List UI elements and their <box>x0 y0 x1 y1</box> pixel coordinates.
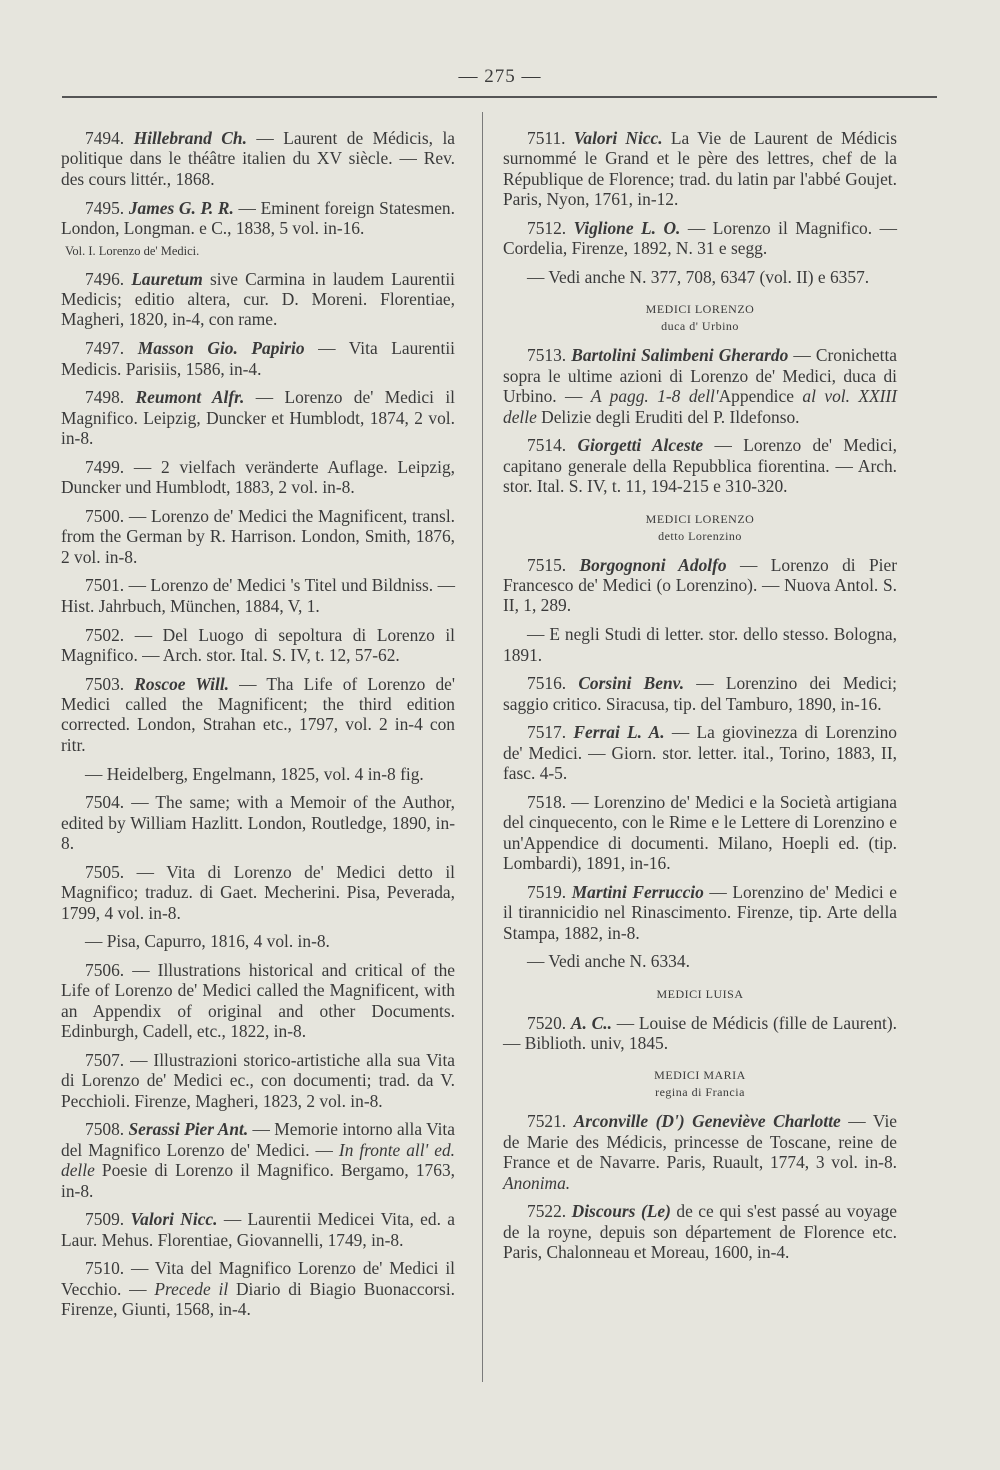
section-heading <box>503 986 897 1003</box>
entry-7522 <box>503 1201 897 1262</box>
entry-7512 <box>503 218 897 259</box>
section-heading <box>503 511 897 545</box>
entry-author: Roscoe Will. <box>134 673 229 694</box>
entry-author: Valori Nicc. <box>573 128 663 148</box>
entry-text: — Vie de Marie des Médicis, princesse de Toscane, reine de France et de Navarre. Paris, Ruault, 1774, 3 vol. in-8. <box>503 1111 897 1173</box>
entry-7507 <box>61 1050 455 1111</box>
entry-number: 7517. <box>527 722 567 743</box>
section-subtitle: detto Lorenzino <box>658 528 742 543</box>
entry-7498 <box>61 387 455 448</box>
entry-text: — Louise de Médicis (fille de Laurent). — Biblioth. univ, 1845. <box>503 1012 897 1054</box>
entry-number: 7501. <box>85 575 125 596</box>
entry-author: Hillebrand Ch. <box>133 128 247 148</box>
entry-number: 7496. <box>85 268 125 289</box>
entry-author: Discours (Le) <box>571 1201 671 1222</box>
entry-number: 7498. <box>85 387 125 408</box>
entry-number: 7500. <box>85 505 125 526</box>
entry-7510 <box>61 1258 455 1319</box>
entry-7519 <box>503 882 897 943</box>
entry-text: — Lorenzo de' Medici 's Titel und Bildniss. — Hist. Jahrbuch, München, 1884, V, 1. <box>61 575 455 616</box>
entry-author: Corsini Benv. <box>578 673 685 694</box>
entry-7514 <box>503 435 897 496</box>
entry-text: — Memorie intorno alla Vita del Magnifico Lorenzo de' Medici. — <box>61 1119 455 1160</box>
entry-text: — Cronichetta sopra le ultime azioni di Lorenzo de' Medici, duca di Urbino. — <box>503 345 897 407</box>
entry-number: 7504. <box>85 792 125 813</box>
right-column <box>503 128 897 1271</box>
entry-number: 7512. <box>527 217 567 238</box>
entry-text: — Lorenzo di Pier Francesco de' Medici (o Lorenzino). — Nuova Antol. S. II, 1, 289. <box>503 554 898 616</box>
entry-text: Diario di Biagio Buonaccorsi. Firenze, Giunti, 1568, in-4. <box>61 1278 456 1320</box>
entry-7506 <box>61 960 455 1042</box>
entry-italic-text: Precede il <box>154 1278 229 1299</box>
entry-7503 <box>61 674 455 756</box>
entry-continuation: — Heidelberg, Engelmann, 1825, vol. 4 in-8 fig. <box>85 763 424 784</box>
entry-text: de ce qui s'est passé au voyage de la royne, depuis son département de Florence etc. Paris, Chalonneau et Moreau, 1600, in-4. <box>503 1201 897 1263</box>
entry-7505 <box>61 862 455 923</box>
entry-text: — Lorenzo de' Medici the Magnificent, transl. from the German by R. Harrison. London, Smith, 1876, 2 vol. in-8. <box>61 505 455 567</box>
entry-7518 <box>503 792 897 874</box>
entry-7494 <box>61 128 455 189</box>
entry-continuation: — Pisa, Capurro, 1816, 4 vol. in-8. <box>85 931 330 952</box>
entry-7502 <box>61 625 455 666</box>
entry-number: 7497. <box>85 338 125 359</box>
entry-number: 7522. <box>527 1201 567 1222</box>
entry-text: — The same; with a Memoir of the Author, edited by William Hazlitt. London, Routledge, 1890, in-8. <box>61 792 455 854</box>
entry-italic-text: In fronte all' ed. delle <box>61 1139 455 1181</box>
entry-author: Lauretum <box>131 268 203 289</box>
entry-author: Bartolini Salimbeni Gherardo <box>571 345 789 366</box>
entry-text: — Lorenzino de' Medici e il tirannicidio nel Rinascimento. Firenze, tip. Arte della Stampa, 1882, in-8. <box>503 881 897 943</box>
entry-7509 <box>61 1209 455 1250</box>
entry-continuation: — Vedi anche N. 6334. <box>527 951 690 972</box>
entry-text: — Vita Laurentii Medicis. Parisiis, 1586, in-4. <box>61 338 455 379</box>
entry-7496 <box>61 269 455 330</box>
entry-continuation: — E negli Studi di letter. stor. dello stesso. Bologna, 1891. <box>503 624 897 665</box>
entry-number: 7509. <box>85 1209 125 1230</box>
entry-7521 <box>503 1111 897 1193</box>
section-title: MEDICI LORENZO <box>645 302 755 317</box>
entry-7497 <box>61 338 455 379</box>
entry-number: 7499. <box>85 456 125 477</box>
entry-text: — Lorenzo de' Medici, capitano generale della Repubblica fiorentina. — Arch. stor. Ital. S. IV, t. 11, 194-215 e 310-320. <box>503 435 897 497</box>
entry-text: — 2 vielfach veränderte Auflage. Leipzig, Duncker und Humblodt, 1883, 2 vol. in-8. <box>61 456 455 498</box>
entry-text: — Illustrations historical and critical of the Life of Lorenzo de' Medici called the Magnificent, with an Appendix of original and other Documents. Edinburgh, Cadell, etc., 1822, in-8. <box>61 959 455 1042</box>
entry-author: Giorgetti Alceste <box>577 435 704 456</box>
entry-author: Ferrai L. A. <box>573 722 665 743</box>
section-subtitle: duca d' Urbino <box>661 319 739 334</box>
entry-author: Serassi Pier Ant. <box>128 1119 249 1140</box>
entry-italic-text: Anonima. <box>503 1172 571 1193</box>
entry-author: Reumont Alfr. <box>135 387 245 408</box>
entry-continuation: — Vedi anche N. 377, 708, 6347 (vol. II) e 6357. <box>527 267 870 288</box>
entry-7508 <box>61 1119 455 1201</box>
entry-text: — Lorenzino dei Medici; saggio critico. Siracusa, tip. del Tamburo, 1890, in-16. <box>503 673 897 714</box>
entry-text: — Lorenzo il Magnifico. — Cordelia, Firenze, 1892, N. 31 e segg. <box>503 217 897 259</box>
entry-7504 <box>61 792 455 853</box>
entry-text: — Eminent foreign Statesmen. London, Longman. e C., 1838, 5 vol. in-16. <box>61 197 455 238</box>
entry-text: — Del Luogo di sepoltura di Lorenzo il Magnifico. — Arch. stor. Ital. S. IV, t. 12, 57-62. <box>61 624 455 665</box>
entry-7500 <box>61 506 455 567</box>
entry-italic-text: A pagg. 1-8 dell' <box>590 386 719 407</box>
entry-number: 7514. <box>527 435 567 456</box>
entry-author: Valori Nicc. <box>130 1209 218 1230</box>
entry-author: Arconville (D') Geneviève Charlotte <box>573 1111 841 1132</box>
section-heading <box>503 1067 897 1101</box>
entry-number: 7494. <box>85 128 125 148</box>
entry-7513 <box>503 345 897 427</box>
entry-text: — Vita del Magnifico Lorenzo de' Medici il Vecchio. — <box>61 1258 455 1299</box>
section-title: MEDICI LUISA <box>656 986 744 1001</box>
entry-number: 7521. <box>527 1111 567 1132</box>
entry-number: 7520. <box>527 1012 567 1033</box>
entry-text: Appendice <box>718 386 803 407</box>
entry-italic-text: al vol. XXIII delle <box>503 386 898 427</box>
entry-text: — Laurent de Médicis, la politique dans le théâtre italien du XV siècle. — Rev. des cours littér., 1868. <box>61 128 455 189</box>
page-number: — 275 — <box>458 66 542 87</box>
entry-number: 7506. <box>85 959 125 980</box>
section-title: MEDICI MARIA <box>654 1068 746 1083</box>
entry-number: 7510. <box>85 1258 125 1279</box>
entry-number: 7518. <box>527 791 567 812</box>
entry-number: 7511. <box>527 128 566 148</box>
entry-author: Viglione L. O. <box>573 217 681 238</box>
entry-author: A. C.. <box>570 1012 612 1033</box>
entry-number: 7515. <box>527 554 567 575</box>
entry-number: 7513. <box>527 345 567 366</box>
entry-7516 <box>503 673 897 714</box>
entry-number: 7503. <box>85 673 125 694</box>
section-title: MEDICI LORENZO <box>645 511 755 526</box>
entry-text: sive Carmina in laudem Laurentii Medicis; editio altera, cur. D. Moreni. Florentiae, Magheri, 1820, in-4, con rame. <box>61 268 455 330</box>
entry-7501 <box>61 575 455 616</box>
entry-text: Poesie di Lorenzo il Magnifico. Bergamo, 1763, in-8. <box>61 1160 455 1201</box>
entry-number: 7507. <box>85 1049 125 1070</box>
section-heading <box>503 301 897 335</box>
entry-text: — Vita di Lorenzo de' Medici detto il Magnifico; traduz. di Gaet. Mecherini. Pisa, Peverada, 1799, 4 vol. in-8. <box>61 861 455 923</box>
entry-7517 <box>503 722 897 783</box>
entry-text: — Laurentii Medicei Vita, ed. a Laur. Mehus. Florentiae, Giovannelli, 1749, in-8. <box>61 1209 455 1250</box>
entry-text: — La giovinezza di Lorenzino de' Medici. — Giorn. stor. letter. ital., Torino, 1883, II, fasc. 4-5. <box>503 722 897 784</box>
entry-author: James G. P. R. <box>128 197 234 218</box>
entry-text: La Vie de Laurent de Médicis surnommé le Grand et le père des lettres, chef de la République de Florence; trad. du latin par l'abbé Goujet. Paris, Nyon, 1761, in-12. <box>503 128 897 210</box>
entry-7499 <box>61 457 455 498</box>
entry-7511 <box>503 128 897 210</box>
entry-text: — Illustrazioni storico-artistiche alla sua Vita di Lorenzo de' Medici ec., con documenti; trad. da V. Pecchioli. Firenze, Magheri, 1823, 2 vol. in-8. <box>61 1049 455 1111</box>
entry-text: Delizie degli Eruditi del P. Ildefonso. <box>536 406 800 427</box>
entry-author: Masson Gio. Papirio <box>137 338 305 359</box>
entry-author: Martini Ferruccio <box>571 881 704 902</box>
left-column <box>61 128 455 1328</box>
entry-number: 7516. <box>527 673 567 694</box>
entry-number: 7505. <box>85 861 125 882</box>
entry-number: 7519. <box>527 881 567 902</box>
entry-text: — Lorenzo de' Medici il Magnifico. Leipzig, Duncker et Humblodt, 1874, 2 vol. in-8. <box>61 387 455 449</box>
entry-7495 <box>61 198 455 239</box>
section-subtitle: regina di Francia <box>655 1085 745 1100</box>
entry-note: Vol. I. Lorenzo de' Medici. <box>65 243 200 258</box>
column-divider <box>482 112 483 1382</box>
entry-author: Borgognoni Adolfo <box>579 554 727 575</box>
entry-number: 7495. <box>85 197 125 218</box>
entry-number: 7508. <box>85 1119 125 1140</box>
header-rule <box>62 96 937 98</box>
entry-7520 <box>503 1013 897 1054</box>
entry-number: 7502. <box>85 624 125 645</box>
entry-7515 <box>503 555 897 616</box>
entry-text: — Lorenzino de' Medici e la Società artigiana del cinquecento, con le Rime e le Lettere di Lorenzino e un'Appendice di documenti. Milano, Hoepli ed. (tip. Lombardi), 1891, in-16. <box>503 791 897 874</box>
entry-text: — Tha Life of Lorenzo de' Medici called the Magnificent; the third edition corrected. London, Strahan etc., 1797, vol. 2 in-4 con ritr. <box>61 673 455 755</box>
